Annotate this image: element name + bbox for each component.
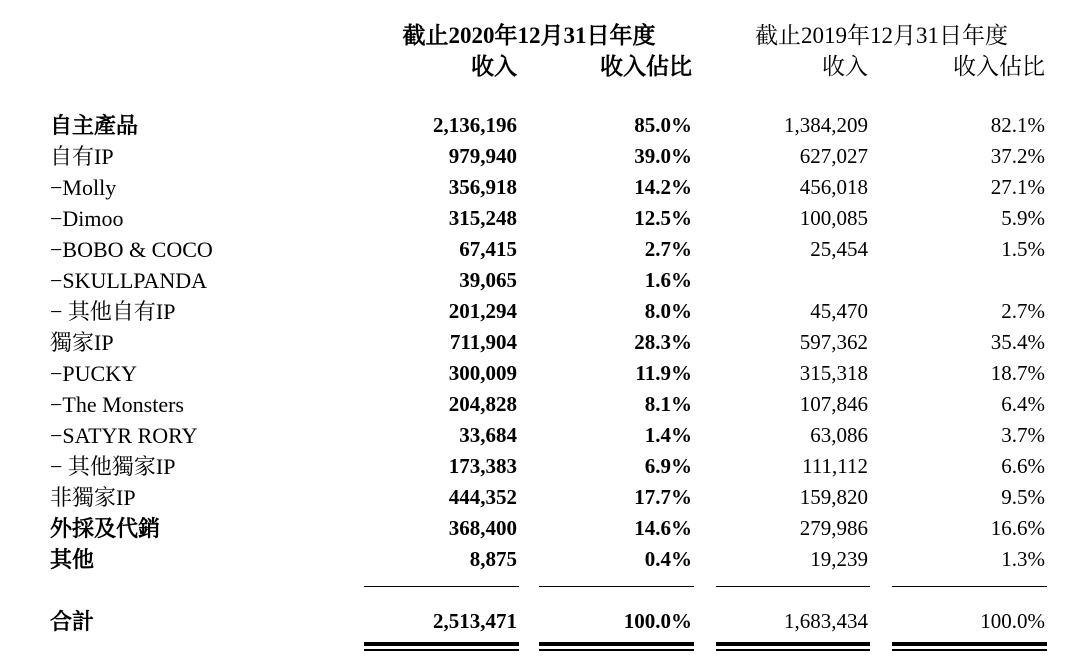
period-2020-title: 截止2020年12月31日年度 xyxy=(402,23,656,48)
row-label: −BOBO & COCO xyxy=(50,237,213,262)
total-row xyxy=(50,605,1047,637)
table-row xyxy=(50,451,1047,482)
row-label: −SKULLPANDA xyxy=(50,268,208,293)
table-row xyxy=(50,482,1047,513)
share-2020-value: 14.6% xyxy=(634,516,693,540)
col-header-revenue-2020: 收入 xyxy=(471,54,517,79)
table-row xyxy=(50,358,1047,389)
share-2020-value: 1.4% xyxy=(644,423,693,447)
share-2019-value: 6.6% xyxy=(1001,454,1046,478)
revenue-2019-value: 111,112 xyxy=(802,454,869,478)
share-2019-value xyxy=(892,265,1047,296)
row-label: 獨家IP xyxy=(50,330,114,355)
revenue-2020-value: 2,136,196 xyxy=(433,113,517,137)
revenue-2020-value: 356,918 xyxy=(448,175,517,199)
col-header-share-2019: 收入佔比 xyxy=(953,54,1046,79)
period-header-row xyxy=(50,20,1047,52)
table-row xyxy=(50,420,1047,451)
table-row xyxy=(50,141,1047,172)
table-row xyxy=(50,172,1047,203)
share-2020-value: 14.2% xyxy=(634,175,693,199)
revenue-2020-value: 300,009 xyxy=(448,361,517,385)
row-label: 其他 xyxy=(50,547,95,572)
revenue-2019-value: 107,846 xyxy=(799,392,869,416)
row-label: 非獨家IP xyxy=(50,485,136,510)
row-label: − 其他自有IP xyxy=(50,299,176,324)
total-rule-row xyxy=(50,637,1047,651)
share-2019-value: 37.2% xyxy=(990,144,1046,168)
share-2019-value: 6.4% xyxy=(1001,392,1046,416)
row-label: 自主產品 xyxy=(50,113,139,138)
total-share-2020: 100.0% xyxy=(623,609,693,633)
share-2019-value: 27.1% xyxy=(990,175,1046,199)
col-header-share-2020: 收入佔比 xyxy=(600,54,693,79)
share-2019-value: 5.9% xyxy=(1001,206,1046,230)
share-2019-value: 16.6% xyxy=(990,516,1046,540)
header-spacer xyxy=(50,82,1047,110)
revenue-2020-value: 979,940 xyxy=(448,144,517,168)
revenue-2019-value: 45,470 xyxy=(810,299,869,323)
revenue-2019-value: 25,454 xyxy=(810,237,869,261)
share-2020-value: 39.0% xyxy=(634,144,693,168)
revenue-2020-value: 201,294 xyxy=(448,299,517,323)
share-2020-value: 11.9% xyxy=(635,361,693,385)
share-2020-value: 85.0% xyxy=(634,113,693,137)
revenue-by-ip-table xyxy=(50,20,1047,651)
revenue-2019-value: 627,027 xyxy=(799,144,869,168)
table-row xyxy=(50,544,1047,575)
share-2019-value: 18.7% xyxy=(990,361,1046,385)
table-row xyxy=(50,327,1047,358)
revenue-2020-value: 315,248 xyxy=(448,206,517,230)
revenue-2020-value: 204,828 xyxy=(448,392,517,416)
row-label: −The Monsters xyxy=(50,392,184,417)
share-2020-value: 0.4% xyxy=(644,547,693,571)
table-row xyxy=(50,203,1047,234)
subtotal-rule-row xyxy=(50,575,1047,587)
total-double-rule xyxy=(539,642,694,651)
revenue-2019-value: 456,018 xyxy=(799,175,869,199)
row-label: 自有IP xyxy=(50,144,114,169)
revenue-2019-value: 63,086 xyxy=(810,423,869,447)
share-2020-value: 12.5% xyxy=(634,206,693,230)
total-double-rule xyxy=(892,642,1047,651)
revenue-2020-value: 444,352 xyxy=(448,485,517,509)
share-2020-value: 6.9% xyxy=(644,454,693,478)
revenue-2020-value: 33,684 xyxy=(459,423,517,447)
row-label: − 其他獨家IP xyxy=(50,454,176,479)
revenue-2019-value: 597,362 xyxy=(799,330,869,354)
revenue-2019-value xyxy=(716,265,870,296)
table-row xyxy=(50,296,1047,327)
total-double-rule xyxy=(716,642,870,651)
revenue-2019-value: 159,820 xyxy=(799,485,869,509)
share-2020-value: 8.0% xyxy=(644,299,693,323)
share-2019-value: 3.7% xyxy=(1001,423,1046,447)
revenue-2020-value: 67,415 xyxy=(459,237,517,261)
share-2019-value: 9.5% xyxy=(1001,485,1046,509)
row-label: −Molly xyxy=(50,175,117,200)
revenue-2019-value: 279,986 xyxy=(799,516,869,540)
table-row xyxy=(50,513,1047,544)
revenue-2020-value: 173,383 xyxy=(448,454,517,478)
row-label: −Dimoo xyxy=(50,206,124,231)
row-label: −SATYR RORY xyxy=(50,423,198,448)
revenue-2020-value: 8,875 xyxy=(469,547,517,571)
share-2019-value: 82.1% xyxy=(990,113,1046,137)
total-label: 合計 xyxy=(50,609,95,634)
table-row xyxy=(50,389,1047,420)
share-2020-value: 28.3% xyxy=(634,330,693,354)
share-2019-value: 1.5% xyxy=(1001,237,1046,261)
share-2020-value: 1.6% xyxy=(644,268,693,292)
share-2020-value: 2.7% xyxy=(644,237,693,261)
revenue-2020-value: 711,904 xyxy=(449,330,517,354)
row-label: −PUCKY xyxy=(50,361,137,386)
share-2019-value: 35.4% xyxy=(990,330,1046,354)
table-row xyxy=(50,234,1047,265)
share-2020-value: 8.1% xyxy=(644,392,693,416)
col-header-revenue-2019: 收入 xyxy=(822,54,869,79)
total-spacer xyxy=(50,587,1047,605)
total-share-2019: 100.0% xyxy=(980,609,1046,633)
period-2019-title: 截止2019年12月31日年度 xyxy=(755,23,1009,48)
total-revenue-2019: 1,683,434 xyxy=(784,609,869,633)
share-2019-value: 1.3% xyxy=(1001,547,1046,571)
revenue-2019-value: 19,239 xyxy=(810,547,869,571)
table-row xyxy=(50,110,1047,141)
table-row xyxy=(50,265,1047,296)
column-header-row xyxy=(50,52,1047,82)
total-double-rule xyxy=(364,642,519,651)
row-label: 外採及代銷 xyxy=(50,516,161,541)
revenue-2019-value: 315,318 xyxy=(799,361,869,385)
total-revenue-2020: 2,513,471 xyxy=(433,609,517,633)
revenue-2019-value: 100,085 xyxy=(799,206,869,230)
revenue-2020-value: 368,400 xyxy=(448,516,517,540)
share-2019-value: 2.7% xyxy=(1001,299,1046,323)
revenue-2020-value: 39,065 xyxy=(459,268,517,292)
share-2020-value: 17.7% xyxy=(634,485,693,509)
revenue-2019-value: 1,384,209 xyxy=(784,113,869,137)
